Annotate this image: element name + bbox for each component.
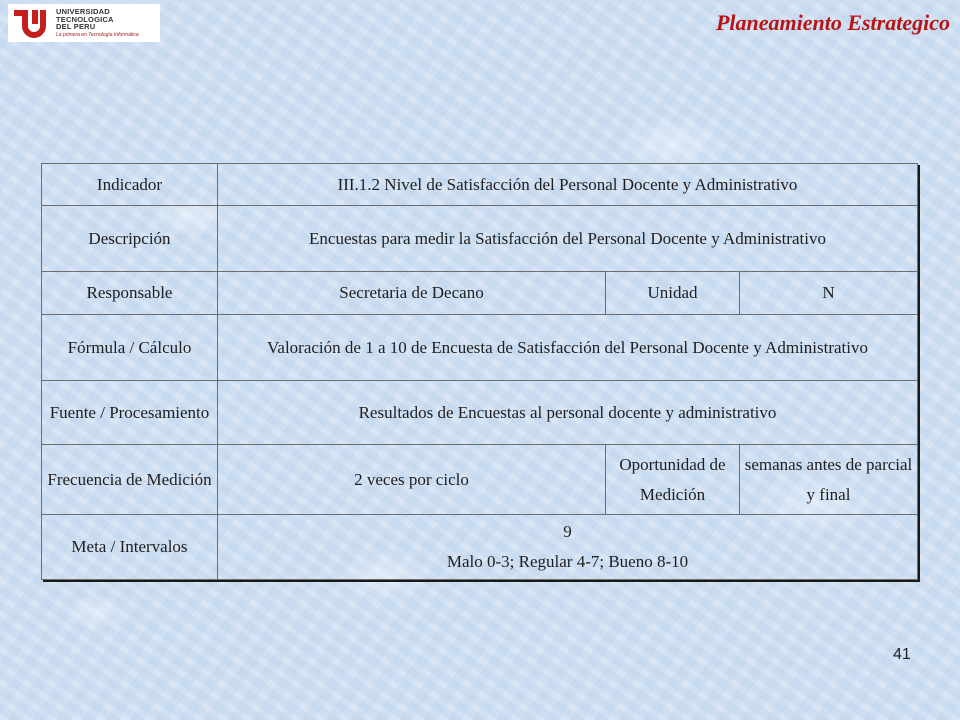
table-row-formula [42,315,918,381]
logo-line-1: UNIVERSIDAD [56,7,110,17]
indicador-label: Indicador [42,164,218,206]
unidad-value: N [740,272,918,315]
frecuencia-label: Frecuencia de Medición [42,445,218,515]
table-row-responsable [42,272,918,315]
table-row-descripcion [42,206,918,272]
fuente-value: Resultados de Encuestas al personal docente y administrativo [218,381,918,445]
oportunidad-value: semanas antes de parcial y final [740,445,918,515]
table-row-meta [42,515,918,580]
logo-line-2: TECNOLOGICA [56,14,114,24]
logo-line-3: DEL PERU [56,22,96,32]
indicator-table [41,163,918,580]
fuente-label: Fuente / Procesamiento [42,381,218,445]
descripcion-label: Descripción [42,206,218,272]
formula-value: Valoración de 1 a 10 de Encuesta de Satisfacción del Personal Docente y Administrativo [218,315,918,381]
descripcion-value: Encuestas para medir la Satisfacción del Personal Docente y Administrativo [218,206,918,272]
slide-header [0,0,960,50]
meta-value-cell [218,515,918,580]
unidad-label: Unidad [606,272,740,315]
table-row-fuente [42,381,918,445]
logo-text [56,8,139,38]
indicador-value: III.1.2 Nivel de Satisfacción del Personal Docente y Administrativo [218,164,918,206]
intervalos-value: Malo 0-3; Regular 4-7; Bueno 8-10 [446,552,689,571]
university-logo [8,4,160,42]
page-number: 41 [893,646,911,663]
formula-label: Fórmula / Cálculo [42,315,218,381]
table-row-frecuencia [42,445,918,515]
meta-value: 9 [563,522,572,541]
slide-title: Planeamiento Estrategico [715,10,950,35]
meta-label: Meta / Intervalos [42,515,218,580]
responsable-value: Secretaria de Decano [218,272,606,315]
table-row-indicador [42,164,918,206]
oportunidad-label: Oportunidad de Medición [606,445,740,515]
responsable-label: Responsable [42,272,218,315]
frecuencia-value: 2 veces por ciclo [218,445,606,515]
logo-tagline: La primera en Tecnología Informática [56,31,139,38]
utp-logo-icon [12,6,52,40]
